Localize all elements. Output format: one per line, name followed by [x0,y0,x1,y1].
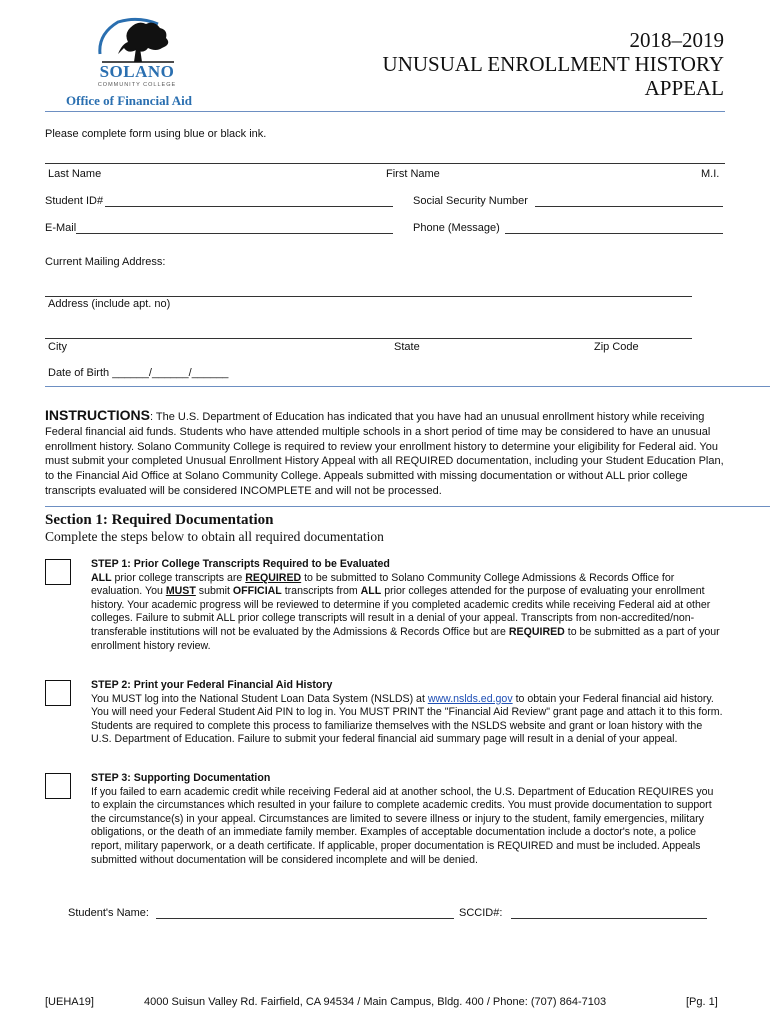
email-field[interactable] [76,233,393,234]
instructions-body: : The U.S. Department of Education has indicated that you have had an unusual enrollment history while receiving Federal financial aid funds. Students who have attended multiple schools in a short period of time may be considered to have an unusual enrollment history. Solano Community College is required to review your enrollment history to determine your eligibility for Federal aid. You must submit your completed Unusual Enrollment History Appeal with all REQUIRED documentation, including your Student Education Plan, to the Financial Aid Office at Solano Community College. Appeals submitted with missing documentation or without ALL prior college transcripts evaluated will be considered INCOMPLETE and will not be processed. [45,411,724,497]
footer-address: 4000 Suisun Valley Rd. Fairfield, CA 94534 / Main Campus, Bldg. 400 / Phone: (707) 864-7103 [144,996,607,1008]
step-3-checkbox[interactable] [45,773,71,799]
step-1-title: STEP 1: Prior College Transcripts Required to be Evaluated [91,558,390,570]
step-2 [91,679,725,747]
sccid-field[interactable] [511,918,707,919]
name-line[interactable] [45,163,725,164]
student-id-field[interactable] [105,206,393,207]
mi-label: M.I. [701,168,720,180]
first-name-label: First Name [386,168,440,180]
email-label: E-Mail [45,222,77,234]
section-1-title: Section 1: Required Documentation [45,512,274,528]
student-name-field[interactable] [156,918,454,919]
step-1-checkbox[interactable] [45,559,71,585]
step-3-title: STEP 3: Supporting Documentation [91,772,271,784]
city-label: City [48,341,67,353]
instructions-rule [45,506,770,507]
title-year: 2018–2019 [629,28,724,52]
ssn-field[interactable] [535,206,723,207]
phone-label: Phone (Message) [413,222,500,234]
form-title [383,28,724,100]
address-label: Address (include apt. no) [48,298,171,310]
instructions [45,408,725,499]
form-rule [45,386,770,387]
student-id-label: Student ID# [45,195,104,207]
step-1 [91,558,725,653]
zip-label: Zip Code [594,341,639,353]
tree-logo-icon [88,14,188,66]
page-number: [Pg. 1] [686,996,718,1008]
section-1-subtitle: Complete the steps below to obtain all required documentation [45,529,384,544]
step-1-body: ALL prior college transcripts are REQUIRED to be submitted to Solano Community College Admissions & Records Office for evaluation. You MUST submit OFFICIAL transcripts from ALL prior colleges attended for the purpose of evaluating your enrollment history. Your academic progress will be reviewed to determine if you completed academic credits while receiving Federal aid at other colleges. Failure to submit ALL prior college transcripts will result in a denial of your appeal. Transcripts from non-accredited/non- transferable institutions will not be evaluated by the Admissions & Records Office but are REQUIRED to be submitted as a part of your enrollment history review. [91,571,720,652]
title-main: UNUSUAL ENROLLMENT HISTORY [382,52,724,76]
header-rule [45,111,725,112]
step-3 [91,772,725,867]
step-2-body: You MUST log into the National Student Loan Data System (NSLDS) at www.nslds.ed.gov to obtain your Federal financial aid history. You will need your Federal Student Aid PIN to log in. You MUST PRINT the "Financial Aid Review" grant page and attach it to this form. Students are required to complete this process to familiarize themselves with the NSLDS website and grant or loan history with the U.S. Department of Education. Failure to submit your federal financial aid summary page will result in a denial of your appeal. [91,692,723,746]
student-name-label: Student's Name: [68,907,149,919]
college-subtitle: COMMUNITY COLLEGE [97,82,177,88]
office-name: Office of Financial Aid [66,93,193,108]
state-label: State [394,341,420,353]
step-2-title: STEP 2: Print your Federal Financial Aid History [91,679,333,691]
dob-field[interactable]: Date of Birth ______/______/______ [48,367,229,379]
ssn-label: Social Security Number [413,195,528,207]
college-name: SOLANO [99,62,175,81]
sccid-label: SCCID#: [459,907,503,919]
address-field[interactable] [45,296,692,297]
last-name-label: Last Name [48,168,102,180]
mailing-address-label: Current Mailing Address: [45,256,166,268]
step-2-checkbox[interactable] [45,680,71,706]
form-code: [UEHA19] [45,996,94,1008]
title-appeal: APPEAL [644,76,724,100]
ink-note: Please complete form using blue or black ink. [45,128,267,140]
phone-field[interactable] [505,233,723,234]
step-3-body: If you failed to earn academic credit while receiving Federal aid at another school, the U.S. Department of Education REQUIRES you to explain the circumstances which resulted in your failure to complete academic credits. You must provide documentation to support the circumstance(s) in your appeal. Circumstances are limited to severe illness or injury to the student, family emergencies, military obligations, or the death of an immediate family member. Examples of acceptable documentation include a doctor's note, a police report, military paperwork, or a death certificate. If applicable, proper documentation is REQUIRED and must be included. Appeals submitted without documentation will be considered incomplete and will be denied. [91,785,714,866]
city-state-zip-field[interactable] [45,338,692,339]
instructions-heading: INSTRUCTIONS [45,407,150,423]
nslds-link[interactable]: www.nslds.ed.gov [427,692,513,705]
